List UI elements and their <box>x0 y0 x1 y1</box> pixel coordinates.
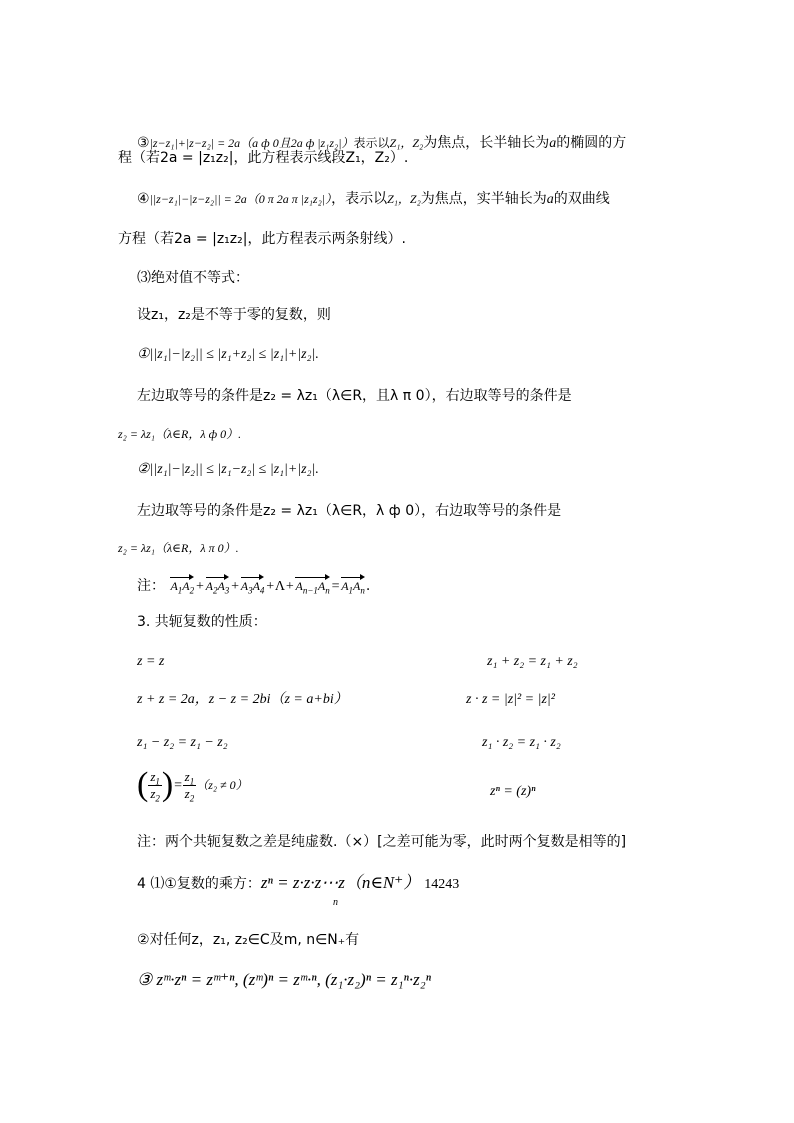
plus: + <box>230 579 240 594</box>
fraction-conj: $\frac{z_1}{z_2}$ <box>184 768 195 804</box>
conj-r2-left <box>137 690 348 710</box>
conjugate-heading: 3. 共轭复数的性质： <box>137 614 267 630</box>
foci: Z₁，Z₂ <box>387 192 421 206</box>
power-line-2: ②对任何z，z₁, z₂∈C及m, n∈N₊有 <box>137 932 360 948</box>
var-a: a <box>546 192 554 207</box>
plus: + <box>195 579 205 594</box>
inequality-1: ①||z₁|−|z₂|| ≤ |z₁+z₂| ≤ |z₁|+|z₂|. <box>137 347 319 362</box>
conj-r4-left <box>137 768 248 814</box>
period: . <box>365 578 371 594</box>
hyperbola-formula: ||z−z₁|−|z−z₂|| = 2a（0 π 2a π |z₁z₂|） <box>149 192 332 206</box>
foci: Z₁，Z₂ <box>389 136 424 150</box>
inequality-1-condition-a: 左边取等号的条件是z₂ = λz₁（λ∈R，且λ π 0），右边取等号的条件是 <box>137 388 572 404</box>
section-3-heading: ⑶绝对值不等式： <box>137 270 249 286</box>
note-label: 注： <box>137 578 165 594</box>
power-line-3: ③ zᵐ·zⁿ = zᵐ⁺ⁿ, (zᵐ)ⁿ = zᵐ·ⁿ, (z₁·z₂)ⁿ = z₁ⁿ·z₂ⁿ <box>137 970 432 989</box>
vector-a1an: $A_1A_n$ <box>341 576 365 596</box>
text: 为焦点，长半轴长为 <box>423 135 550 151</box>
inequality-2-condition-b: z₂ = λz₁（λ∈R，λ π 0）. <box>118 541 239 555</box>
text: ，表示以 <box>331 191 388 207</box>
power-formula: zⁿ = z·z·z⋯z（n∈N⁺） <box>260 873 421 892</box>
equals: = <box>330 579 341 594</box>
premise: 设z₁，z₂是不等于零的复数，则 <box>137 307 331 323</box>
text: ） <box>333 692 348 707</box>
text: 的双曲线 <box>553 191 610 207</box>
conj-r3-left: z₁ − z₂ = z₁ − z₂ <box>137 735 228 750</box>
ellipse-formula: |z−z₁|+|z−z₂| = 2a（a ф 0且2a ф |z₁z₂|） <box>149 136 354 150</box>
conjugate-note: 注：两个共轭复数之差是纯虚数.（×）[之差可能为零，此时两个复数是相等的] <box>137 834 627 850</box>
plus: + <box>265 579 275 594</box>
inequality-2: ②||z₁|−|z₂|| ≤ |z₁−z₂| ≤ |z₁|+|z₂|. <box>137 462 319 477</box>
power-line-1 <box>137 873 459 909</box>
vector-a1a2: $A_1A_2$ <box>170 576 194 596</box>
underbrace-n: n <box>333 897 338 908</box>
conj-r4-right: zⁿ = (z)ⁿ <box>490 784 536 799</box>
circled-3-marker: ③ <box>137 135 150 151</box>
conj-r2-right: z · z = |z|² = |z|² <box>466 692 555 707</box>
text: z = a+bi <box>284 692 334 707</box>
conj-r1-right: z₁ + z₂ = z₁ + z₂ <box>487 654 578 669</box>
inequality-2-condition-a: 左边取等号的条件是z₂ = λz₁（λ∈R，λ ф 0），右边取等号的条件是 <box>137 503 562 519</box>
text: 表示以 <box>353 136 390 150</box>
vector-note <box>137 576 370 597</box>
vector-a3a4: $A_3A_4$ <box>241 576 265 596</box>
var-a: a <box>549 136 557 151</box>
fraction-z1-z2: $\frac{z_1}{z_2}$ <box>150 768 160 804</box>
item-3-line-2 <box>118 148 408 168</box>
text: 方程（若2a = |z₁z₂|，此方程表示两条射线）. <box>118 231 406 247</box>
conj-r3-right: z₁ · z₂ = z₁ · z₂ <box>482 735 561 750</box>
text: 程（若2a = |z₁z₂|，此方程表示线段Z₁，Z₂）. <box>118 150 409 166</box>
vector-a2a3: $A_2A_3$ <box>206 576 230 596</box>
text: 为焦点，实半轴长为 <box>420 191 547 207</box>
text: 4 ⑴①复数的乘方： <box>137 876 261 892</box>
conj-r1-left: z = z <box>137 654 165 669</box>
item-4-line-2 <box>118 229 406 249</box>
brace-artifact: 14243 <box>424 877 460 892</box>
left-paren: ( <box>137 766 149 803</box>
text: z + z = 2a，z − z = 2bi（ <box>137 692 285 707</box>
right-paren: ) <box>161 766 174 803</box>
vector-an1an: $A_{n-1}A_n$ <box>295 576 329 596</box>
inequality-1-condition-b: z₂ = λz₁（λ∈R，λ ф 0）. <box>118 427 242 441</box>
item-4-line-1 <box>137 189 610 210</box>
circled-4-marker: ④ <box>137 191 150 207</box>
plus: + <box>285 579 295 594</box>
text: 的椭圆的方 <box>556 135 627 151</box>
lambda: Λ <box>274 579 286 594</box>
condition: （z₂ ≠ 0） <box>196 778 248 792</box>
equals: = <box>173 778 183 793</box>
